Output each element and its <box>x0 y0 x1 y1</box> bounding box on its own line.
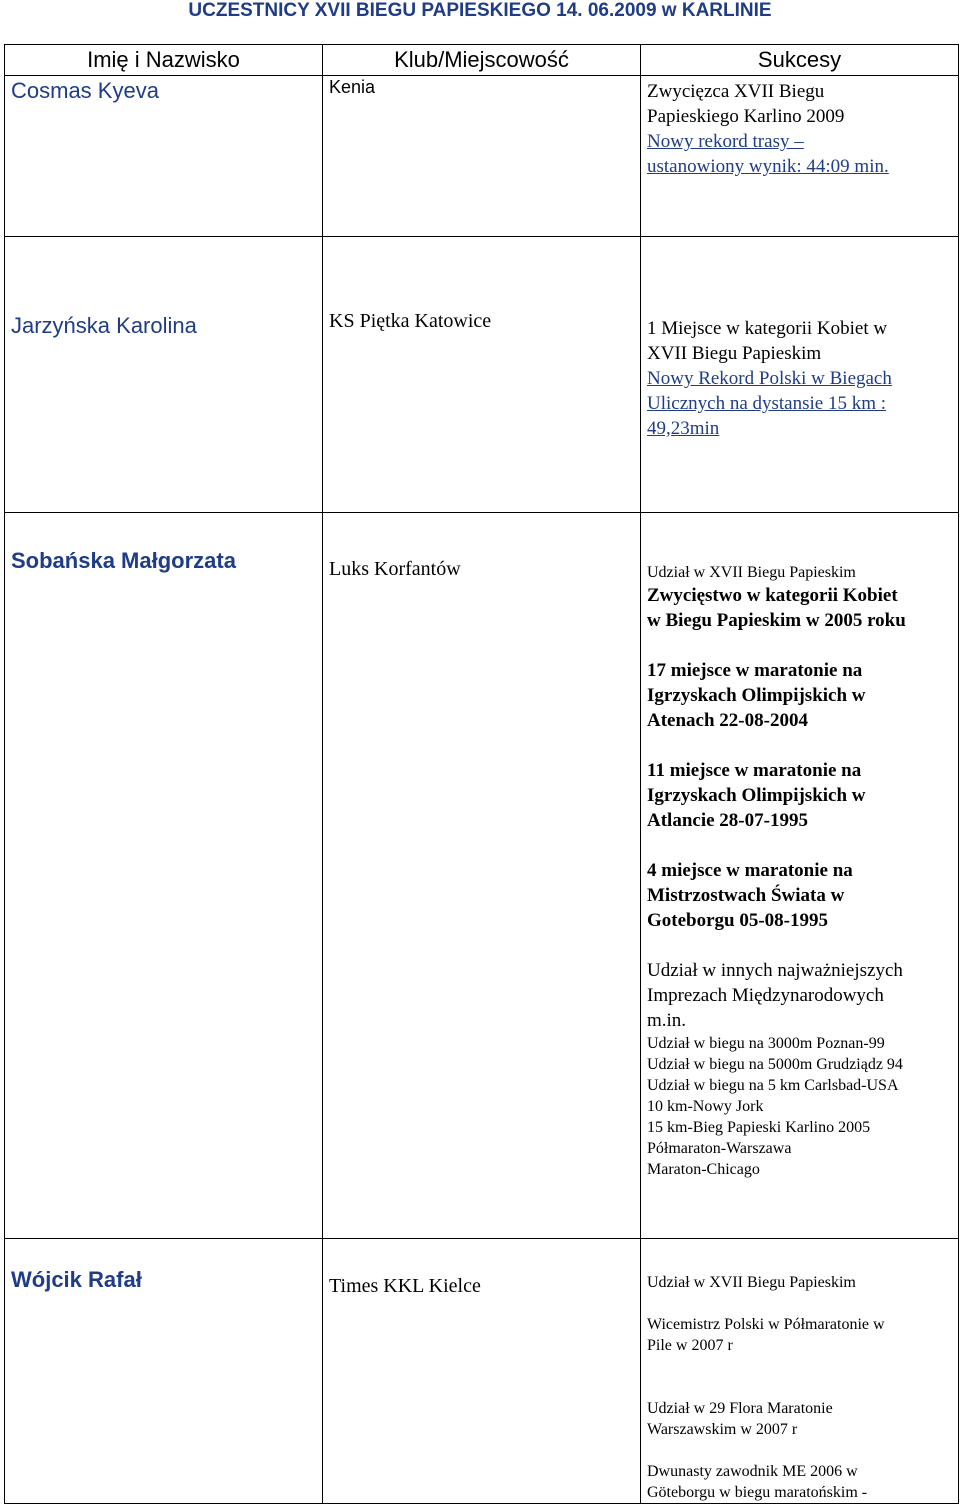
club-name: Luks Korfantów <box>329 558 461 580</box>
participant-name: Wójcik Rafał <box>11 1267 142 1292</box>
success-line: Wicemistrz Polski w Półmaratonie w <box>647 1316 885 1333</box>
success-line: 1 Miejsce w kategorii Kobiet w <box>647 318 888 339</box>
record-link[interactable]: Nowy Rekord Polski w Biegach <box>647 368 892 389</box>
participant-name: Cosmas Kyeva <box>11 78 159 103</box>
success-line: XVII Biegu Papieskim <box>647 343 822 364</box>
success-line: Warszawskim w 2007 r <box>647 1421 798 1438</box>
club-cell <box>323 76 641 237</box>
table-row <box>5 237 959 513</box>
name-cell <box>5 76 323 237</box>
success-line: Udział w 29 Flora Maratonie <box>647 1400 833 1417</box>
success-line: m.in. <box>647 1010 687 1031</box>
club-name: KS Piętka Katowice <box>329 310 492 332</box>
table-row <box>5 76 959 237</box>
name-cell <box>5 513 323 1239</box>
page-title: UCZESTNICY XVII BIEGU PAPIESKIEGO 14. 06.2009 w KARLINIE <box>188 0 772 21</box>
column-header-name: Imię i Nazwisko <box>5 45 323 76</box>
column-header-successes: Sukcesy <box>641 45 959 76</box>
success-line: Mistrzostwach Świata w <box>647 885 845 906</box>
success-line: Udział w XVII Biegu Papieskim <box>647 1274 856 1291</box>
record-link[interactable]: Ulicznych na dystansie 15 km : <box>647 393 887 414</box>
success-line: Udział w biegu na 5000m Grudziądz 94 <box>647 1056 903 1073</box>
participant-name: Jarzyńska Karolina <box>11 313 197 338</box>
success-line: Pile w 2007 r <box>647 1337 733 1354</box>
club-cell <box>323 237 641 513</box>
success-line: Półmaraton-Warszawa <box>647 1140 792 1157</box>
success-line: Udział w biegu na 5 km Carlsbad-USA <box>647 1077 899 1094</box>
success-line: Zwycięzca XVII Biegu <box>647 81 825 102</box>
table-row <box>5 513 959 1239</box>
record-link[interactable]: Nowy rekord trasy – <box>647 131 804 152</box>
success-line: Göteborgu w biegu maratońskim - <box>647 1484 868 1501</box>
success-line: Maraton-Chicago <box>647 1161 760 1178</box>
success-line: 11 miejsce w maratonie na <box>647 760 862 781</box>
successes-cell <box>641 513 959 1239</box>
success-line: 15 km-Bieg Papieski Karlino 2005 <box>647 1119 871 1136</box>
success-line: w Biegu Papieskim w 2005 roku <box>647 610 906 631</box>
success-line: Igrzyskach Olimpijskich w <box>647 785 866 806</box>
success-line: Papieskiego Karlino 2009 <box>647 106 845 127</box>
success-line: Udział w innych najważniejszych <box>647 960 903 981</box>
club-name: Kenia <box>329 77 376 97</box>
success-line: Udział w XVII Biegu Papieskim <box>647 564 856 581</box>
success-line: Zwycięstwo w kategorii Kobiet <box>647 585 898 606</box>
record-link[interactable]: 49,23min <box>647 418 720 439</box>
success-line: 17 miejsce w maratonie na <box>647 660 863 681</box>
success-line: Dwunasty zawodnik ME 2006 w <box>647 1463 858 1480</box>
success-line: Imprezach Międzynarodowych <box>647 985 884 1006</box>
successes-cell <box>641 237 959 513</box>
success-line: Igrzyskach Olimpijskich w <box>647 685 866 706</box>
success-line: Goteborgu 05-08-1995 <box>647 910 829 931</box>
success-line: 4 miejsce w maratonie na <box>647 860 853 881</box>
participant-name: Sobańska Małgorzata <box>11 548 236 573</box>
success-line: Atenach 22-08-2004 <box>647 710 808 731</box>
success-line: Udział w biegu na 3000m Poznan-99 <box>647 1035 885 1052</box>
column-header-club: Klub/Miejscowość <box>323 45 641 76</box>
table-row <box>5 1239 959 1504</box>
club-cell <box>323 1239 641 1504</box>
name-cell <box>5 237 323 513</box>
name-cell <box>5 1239 323 1504</box>
club-cell <box>323 513 641 1239</box>
record-link[interactable]: ustanowiony wynik: 44:09 min. <box>647 156 889 177</box>
participants-table <box>4 44 959 1504</box>
successes-cell <box>641 1239 959 1504</box>
club-name: Times KKL Kielce <box>329 1275 481 1297</box>
successes-cell <box>641 76 959 237</box>
success-line: 10 km-Nowy Jork <box>647 1098 764 1115</box>
table-header-row <box>5 45 959 76</box>
success-line: Atlancie 28-07-1995 <box>647 810 808 831</box>
